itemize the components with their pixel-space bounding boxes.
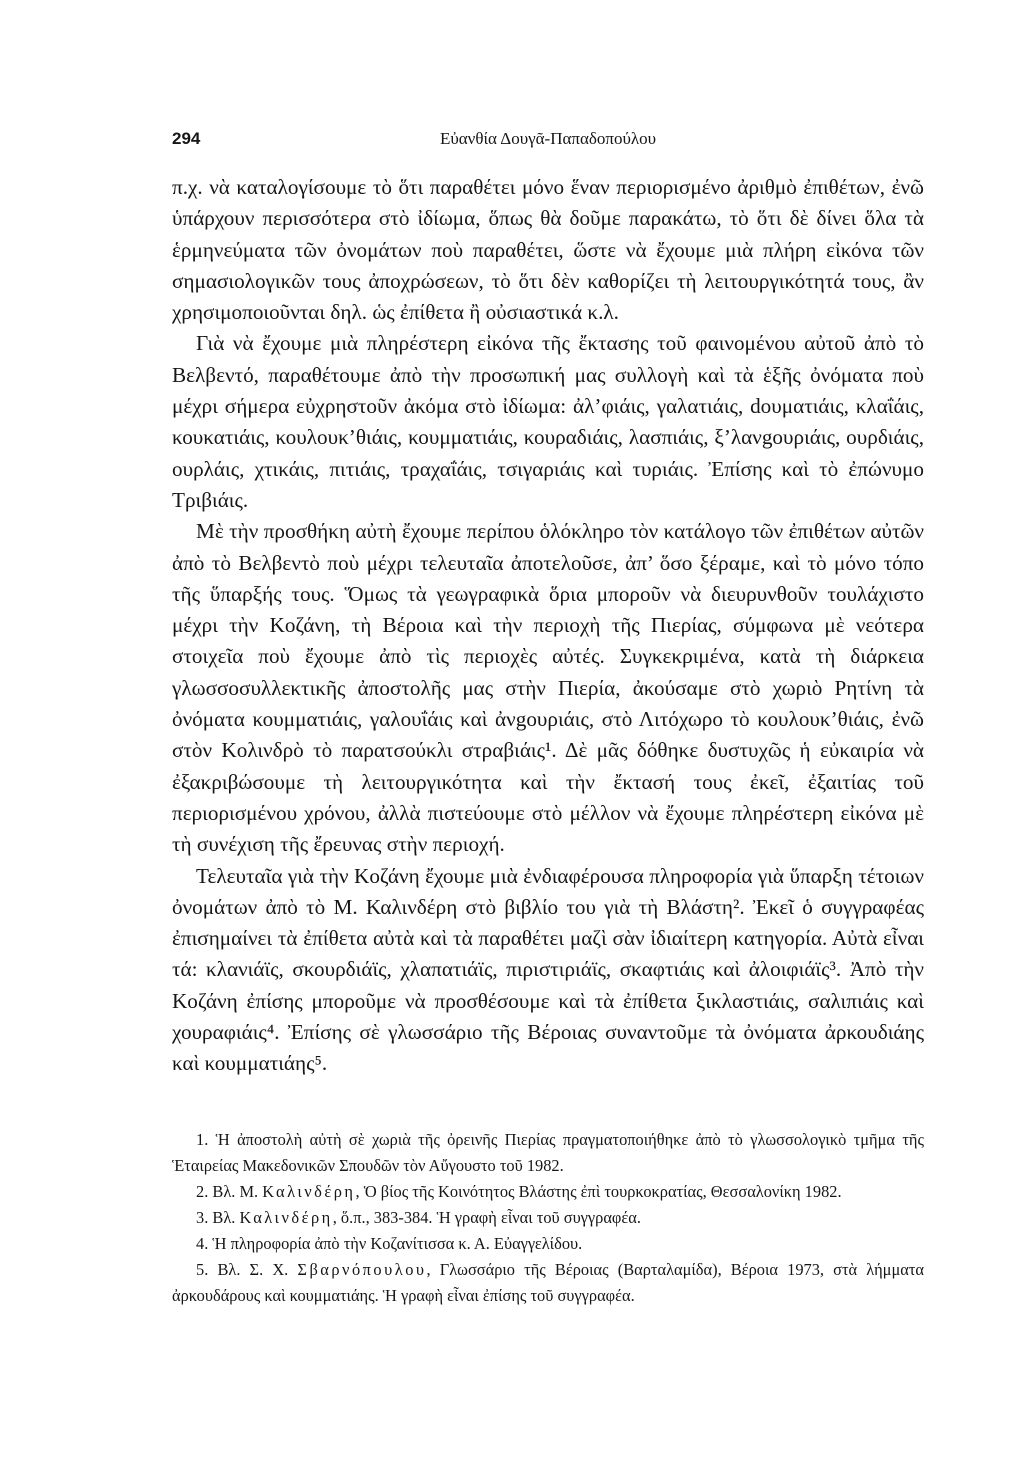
footnote [172,1205,924,1231]
footnote-number: 3. [196,1208,209,1227]
footnote-text: Βλ. [212,1208,240,1227]
footnote-text: Βλ. Μ. [212,1182,263,1201]
footnote-author: Σβαρνόπουλου [297,1260,427,1279]
paragraph: Τελευταῖα γιὰ τὴν Κοζάνη ἔχουμε μιὰ ἐνδιαφέρουσα πληροφορία γιὰ ὕπαρξη τέτοιων ὀνομάτων ἀπὸ τὸ Μ. Καλινδέρη στὸ βιβλίο του γιὰ τὴ Βλάστη². Ἐκεῖ ὁ συγγραφέας ἐπισημαίνει τὰ ἐπίθετα αὐτὰ καὶ τὰ παραθέτει μαζὶ σὰν ἰδιαίτερη κατηγορία. Αὐτὰ εἶναι τά: κλανιάϊς, σκουρδιάϊς, χλαπατιάϊς, πιριστιριάϊς, σκαφτιάις καὶ ἀλοιφιάϊς³. Ἀπὸ τὴν Κοζάνη ἐπίσης μποροῦμε νὰ προσθέσουμε καὶ τὰ ἐπίθετα ξικλαστιάις, σαλιπιάις καὶ χουραφιάις⁴. Ἐπίσης σὲ γλωσσάριο τῆς Βέροιας συναντοῦμε τὰ ὀνόματα ἀρκουδιάης καὶ κουμματιάης⁵. [172,863,924,1076]
footnote [172,1179,924,1205]
footnote-text: Βλ. Σ. Χ. [217,1260,298,1279]
footnote [172,1127,924,1179]
page-header [172,129,924,153]
footnote-number: 5. [196,1260,209,1279]
footnote [172,1231,924,1257]
footnote-text: , Γλωσσάριο τῆς Βέροιας (Βαρταλαμίδα), Βέροια 1973, στὰ λήμματα ἀρκουδάρους καὶ κουμματιάης. Ἡ γραφὴ εἶναι ἐπίσης τοῦ συγγραφέα. [172,1260,924,1305]
paragraph: Μὲ τὴν προσθήκη αὐτὴ ἔχουμε περίπου ὁλόκληρο τὸν κατάλογο τῶν ἐπιθέτων αὐτῶν ἀπὸ τὸ Βελβεντὸ ποὺ μέχρι τελευταῖα ἀποτελοῦσε, ἀπ’ ὅσο ξέραμε, καὶ τὸ μόνο τόπο τῆς ὕπαρξής τους. Ὅμως τὰ γεωγραφικὰ ὅρια μποροῦν νὰ διευρυνθοῦν τουλάχιστο μέχρι τὴν Κοζάνη, τὴ Βέροια καὶ τὴν περιοχὴ τῆς Πιερίας, σύμφωνα μὲ νεότερα στοιχεῖα ποὺ ἔχουμε ἀπὸ τὶς περιοχὲς αὐτές. Συγκεκριμένα, κατὰ τὴ διάρκεια γλωσσοσυλλεκτικῆς ἀποστολῆς μας στὴν Πιερία, ἀκούσαμε στὸ χωριὸ Ρητίνη τὰ ὀνόματα κουμματιάις, γαλουΐάις καὶ ἀνgουριάις, στὸ Λιτόχωρο τὸ κουλουκ’θιάις, ἐνῶ στὸν Κολινδρὸ τὸ παρατσούκλι στραβιάις¹. Δὲ μᾶς δόθηκε δυστυχῶς ἡ εὐκαιρία νὰ ἐξακριβώσουμε τὴ λειτουργικότητα καὶ τὴν ἔκτασή τους ἐκεῖ, ἐξαιτίας τοῦ περιορισμένου χρόνου, ἀλλὰ πιστεύουμε στὸ μέλλον νὰ ἔχουμε πληρέστερη εἰκόνα μὲ τὴ συνέχιση τῆς ἔρευνας στὴν περιοχή. [172,519,924,857]
paragraph-continuation: π.χ. νὰ καταλογίσουμε τὸ ὅτι παραθέτει μόνο ἕναν περιορισμένο ἀριθμὸ ἐπιθέτων, ἐνῶ ὑπάρχουν περισσότερα στὸ ἰδίωμα, ὅπως θὰ δοῦμε παρακάτω, τὸ ὅτι δὲ δίνει ὅλα τὰ ἑρμηνεύματα τῶν ὀνομάτων ποὺ παραθέτει, ὥστε νὰ ἔχουμε μιὰ πλήρη εἰκόνα τῶν σημασιολογικῶν τους ἀποχρώσεων, τὸ ὅτι δὲν καθορίζει τὴ λειτουργικότητά τους, ἂν χρησιμοποιοῦνται δηλ. ὡς ἐπίθετα ἢ οὐσιαστικά κ.λ. [172,175,924,325]
footnote-number: 4. [196,1234,209,1253]
footnotes [172,1127,924,1309]
footnote-number: 2. [196,1182,209,1201]
footnote-text: , ὅ.π., 383-384. Ἡ γραφὴ εἶναι τοῦ συγγραφέα. [332,1208,641,1227]
footnote-author: Καλινδέρη [239,1208,333,1227]
footnote-text: , Ὁ βίος τῆς Κοινότητος Βλάστης ἐπὶ τουρκοκρατίας, Θεσσαλονίκη 1982. [355,1182,842,1201]
footnote [172,1257,924,1309]
footnote-author: Καλινδέρη [262,1182,356,1201]
body-text [172,172,924,1080]
page-number: 294 [172,129,201,148]
footnote-text: Ἡ ἀποστολὴ αὐτὴ σὲ χωριὰ τῆς ὀρεινῆς Πιερίας πραγματοποιήθηκε ἀπὸ τὸ γλωσσολογικὸ τμῆμα τῆς Ἑταιρείας Μακεδονικῶν Σπουδῶν τὸν Αὔγουστο τοῦ 1982. [172,1130,924,1175]
footnote-text: Ἡ πληροφορία ἀπὸ τὴν Κοζανίτισσα κ. Α. Εὐαγγελίδου. [212,1234,583,1253]
footnote-number: 1. [196,1130,209,1149]
running-head: Εὐανθία Δουγᾶ-Παπαδοπούλου [439,129,657,148]
paragraph: Γιὰ νὰ ἔχουμε μιὰ πληρέστερη εἰκόνα τῆς ἔκτασης τοῦ φαινομένου αὐτοῦ ἀπὸ τὸ Βελβεντό, παραθέτουμε ἀπὸ τὴν προσωπική μας συλλογὴ καὶ τὰ ἑξῆς ὀνόματα ποὺ μέχρι σήμερα εὐχρηστοῦν ἀκόμα στὸ ἰδίωμα: ἀλ’φιάις, γαλατιάις, dουματιάις, κλαΐάις, κουκατιάις, κουλουκ’θιάις, κουμματιάις, κουραδιάις, λασπιάις, ξ’λανgουριάις, ουρδιάις, ουρλάις, χτικάις, πιτιάις, τραχαΐάις, τσιγαριάις καὶ τυριάις. Ἐπίσης καὶ τὸ ἐπώνυμο Τριβιάις. [172,331,924,512]
